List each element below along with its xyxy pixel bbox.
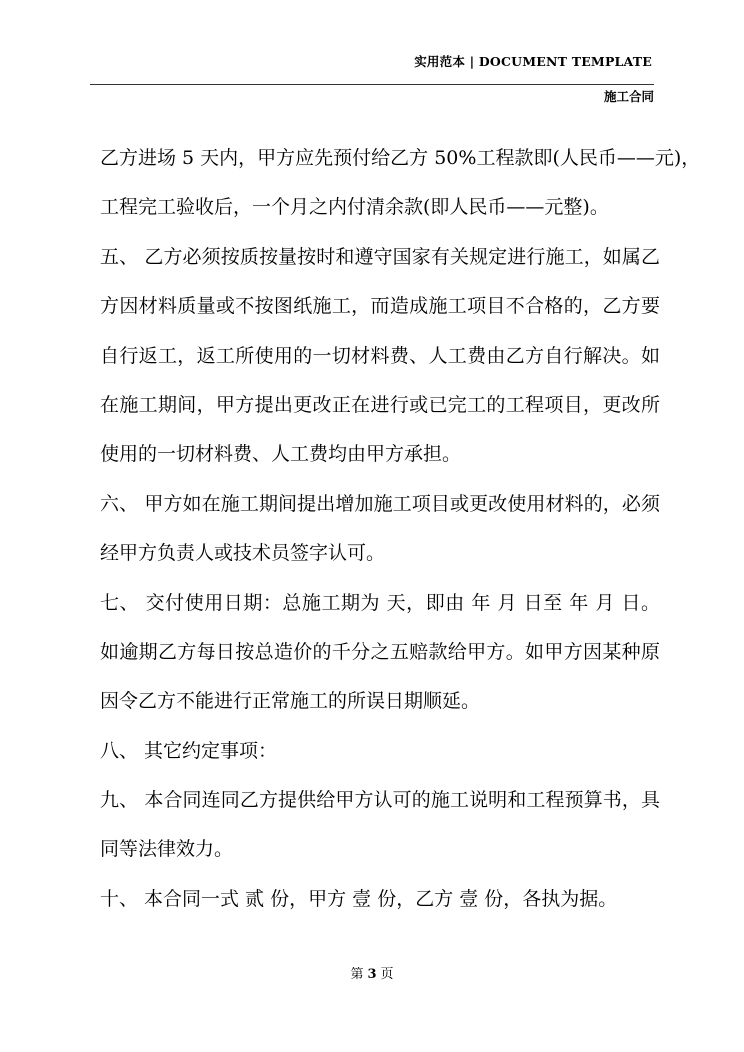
text-line: 五、 乙方必须按质按量按时和遵守国家有关规定进行施工，如属乙: [100, 245, 660, 268]
page-footer: [0, 963, 744, 982]
text-line: 方因材料质量或不按图纸施工，而造成施工项目不合格的，乙方要: [100, 295, 660, 318]
text-line: 十、 本合同一式 贰 份，甲方 壹 份，乙方 壹 份，各执为据。: [100, 887, 618, 910]
text-line: 六、 甲方如在施工期间提出增加施工项目或更改使用材料的，必须: [100, 492, 660, 515]
text-line: 经甲方负责人或技术员签字认可。: [100, 542, 386, 565]
text-line: 乙方进场 5 天内，甲方应先预付给乙方 50%工程款即(人民币——元)，: [100, 147, 701, 169]
text-line: 因令乙方不能进行正常施工的所误日期顺延。: [100, 690, 481, 713]
document-body: [100, 138, 701, 928]
text-line: 工程完工验收后，一个月之内付清余款(即人民币——元整)。: [100, 196, 609, 219]
text-line: 七、 交付使用日期：总施工期为 天，即由 年 月 日至 年 月 日。: [100, 591, 660, 614]
text-line: 同等法律效力。: [100, 838, 234, 861]
footer-prefix: 第: [350, 967, 364, 982]
header-divider: [90, 84, 654, 85]
header-subtitle: 施工合同: [603, 89, 654, 104]
text-line: 九、 本合同连同乙方提供给甲方认可的施工说明和工程预算书，具: [100, 789, 660, 812]
header-title: 实用范本 | DOCUMENT TEMPLATE: [414, 54, 652, 69]
footer-suffix: 页: [380, 967, 394, 982]
text-line: 如逾期乙方每日按总造价的千分之五赔款给甲方。如甲方因某种原: [100, 640, 660, 663]
text-line: 使用的一切材料费、人工费均由甲方承担。: [100, 443, 462, 466]
page-number: 3: [367, 967, 377, 982]
text-line: 在施工期间，甲方提出更改正在进行或已完工的工程项目，更改所: [100, 393, 660, 416]
text-line: 自行返工，返工所使用的一切材料费、人工费由乙方自行解决。如: [100, 344, 660, 367]
header-title-block: [414, 52, 652, 70]
text-line: 八、 其它约定事项：: [100, 739, 278, 762]
